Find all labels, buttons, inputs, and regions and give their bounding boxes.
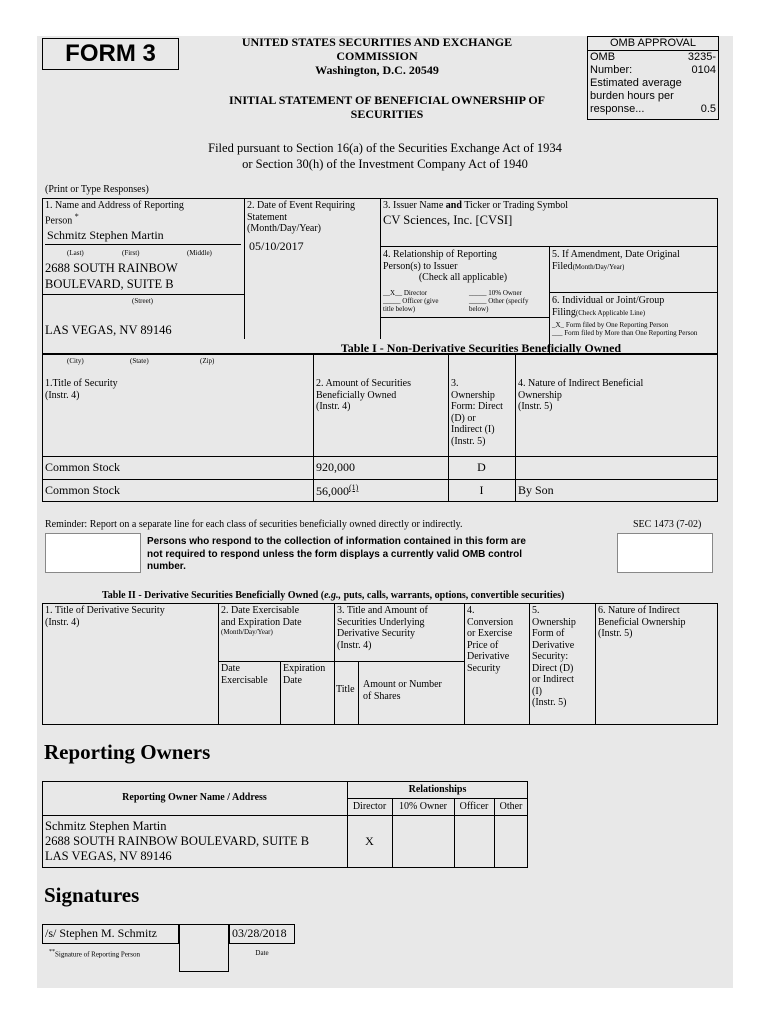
filed-pursuant: Filed pursuant to Section 16(a) of the Securities Exchange Act of 1934 or Section 30(h) of the Investment Company Act of 1940 bbox=[208, 141, 562, 171]
city-labels: (City) (State) (Zip) bbox=[67, 357, 215, 365]
director-check[interactable]: X bbox=[390, 289, 396, 297]
table2-col2b-header: Expiration Date bbox=[283, 663, 326, 686]
table2-col3b-header: Amount or Number of Shares bbox=[363, 679, 442, 702]
date-label: Date bbox=[255, 949, 269, 957]
officer-header: Officer bbox=[459, 801, 489, 812]
director-header: Director bbox=[352, 801, 387, 812]
security-title: Common Stock bbox=[45, 483, 121, 497]
table-row bbox=[45, 460, 120, 475]
filing-options: _X_ Form filed by One Reporting Person ___ Form filed by More than One Reporting Person bbox=[552, 321, 698, 338]
ownership-nature: By Son bbox=[518, 483, 554, 497]
omb-notice: Persons who respond to the collection of information contained in this form are not required to respond unless the form displays a currently valid OMB control number. bbox=[147, 536, 526, 572]
table2-col3-header: 3. Title and Amount of Securities Underlying Derivative Security (Instr. 4) bbox=[337, 605, 428, 651]
reminder-right-box bbox=[617, 533, 713, 573]
street-label: (Street) bbox=[132, 297, 153, 305]
omb-approval-box: OMB APPROVAL OMB 3235- Number: 0104 Estimated average burden hours per response... 0.5 bbox=[587, 36, 719, 120]
omb-title: OMB APPROVAL bbox=[588, 37, 718, 51]
event-date: 05/10/2017 bbox=[249, 239, 304, 253]
security-title: Common Stock bbox=[45, 460, 121, 474]
signature-label: **Signature of Reporting Person bbox=[49, 949, 140, 959]
table1-col3-header: 3. Ownership Form: Direct (D) or Indirect (I) (Instr. 5) bbox=[451, 378, 503, 447]
table1-col2-header: 2. Amount of Securities Beneficially Owned (Instr. 4) bbox=[316, 378, 411, 412]
footnote-link[interactable]: (1) bbox=[349, 483, 359, 492]
print-note: (Print or Type Responses) bbox=[45, 184, 149, 195]
table2-col6-header: 6. Nature of Indirect Beneficial Ownership (Instr. 5) bbox=[598, 605, 686, 639]
omb-burden-value: 0.5 bbox=[700, 103, 716, 115]
reporting-owners-heading: Reporting Owners bbox=[44, 740, 211, 764]
relationships-header: Relationships bbox=[408, 784, 467, 795]
issuer-name: CV Sciences, Inc. [CVSI] bbox=[383, 213, 513, 227]
box6-label: 6. Individual or Joint/Group Filing(Check Applicable Line) bbox=[552, 295, 665, 318]
table2-col5-header: 5. Ownership Form of Derivative Security: Direct (D) or Indirect (I) (Instr. 5) bbox=[532, 605, 576, 708]
ownership-form: D bbox=[477, 460, 486, 474]
name-parts-labels: (Last) (First) (Middle) bbox=[67, 249, 212, 257]
table2-col2a-header: Date Exercisable bbox=[221, 663, 268, 686]
signature: /s/ Stephen M. Schmitz bbox=[45, 926, 157, 940]
form-label: FORM 3 bbox=[42, 38, 179, 70]
signatures-heading: Signatures bbox=[44, 883, 140, 907]
table1-title: Table I - Non-Derivative Securities Beneficially Owned bbox=[340, 341, 622, 355]
other-header: Other bbox=[499, 801, 523, 812]
filing-option-one-check[interactable]: _X_ bbox=[552, 321, 565, 329]
relationship-checkboxes: __X__ Director _____ 10% Owner _____ Officer (give _____ Other (specify title below) below) bbox=[383, 289, 529, 314]
city-state-zip: LAS VEGAS, NV 89146 bbox=[45, 323, 172, 337]
owner-name-address: Schmitz Stephen Martin 2688 SOUTH RAINBOW BOULEVARD, SUITE B LAS VEGAS, NV 89146 bbox=[45, 819, 310, 863]
reminder-left-box bbox=[45, 533, 141, 573]
filing-option-group-check[interactable]: ___ bbox=[552, 329, 563, 338]
reminder-text: Reminder: Report on a separate line for each class of securities beneficially owned directly or indirectly. bbox=[45, 519, 463, 530]
box1-label: 1. Name and Address of Reporting Person * bbox=[45, 200, 184, 226]
street-address: 2688 SOUTH RAINBOW BOULEVARD, SUITE B bbox=[45, 261, 178, 291]
form-page bbox=[37, 36, 733, 988]
owner-name-header: Reporting Owner Name / Address bbox=[122, 792, 267, 803]
ownership-form: I bbox=[479, 483, 484, 497]
signature-date: 03/28/2018 bbox=[232, 926, 287, 940]
statement-title: INITIAL STATEMENT OF BENEFICIAL OWNERSHIP OF SECURITIES bbox=[229, 93, 545, 121]
table2-col2-header: 2. Date Exercisable and Expiration Date (Month/Day/Year) bbox=[221, 605, 302, 636]
security-amount: 56,000$^{(1)}$ bbox=[316, 483, 359, 498]
agency-header: UNITED STATES SECURITIES AND EXCHANGE COMMISSION Washington, D.C. 20549 bbox=[241, 35, 513, 77]
box3-label: 3. Issuer Name and Ticker or Trading Symbol bbox=[383, 200, 569, 211]
box5-label: 5. If Amendment, Date Original Filed(Month/Day/Year) bbox=[552, 249, 680, 272]
table1-col4-header: 4. Nature of Indirect Beneficial Ownership (Instr. 5) bbox=[518, 378, 644, 412]
sec-number: SEC 1473 (7-02) bbox=[633, 519, 702, 530]
director-mark: X bbox=[365, 834, 374, 848]
ten-pct-owner-header: 10% Owner bbox=[398, 801, 448, 812]
reporting-person-name: Schmitz Stephen Martin bbox=[47, 228, 164, 242]
table2-col1-header: 1. Title of Derivative Security (Instr. 4) bbox=[45, 605, 165, 628]
table2-col4-header: 4. Conversion or Exercise Price of Derivative Security bbox=[467, 605, 514, 674]
box2-label: 2. Date of Event Requiring Statement (Month/Day/Year) bbox=[247, 200, 356, 234]
table2-title: Table II - Derivative Securities Beneficially Owned (e.g., puts, calls, warrants, options, convertible securities) bbox=[102, 590, 565, 601]
security-amount: 920,000 bbox=[316, 460, 355, 474]
table2-col3a-header: Title bbox=[336, 684, 355, 695]
signature-spacer-box bbox=[179, 924, 229, 972]
box4-label: 4. Relationship of Reporting Person(s) to Issuer (Check all applicable) bbox=[383, 249, 508, 283]
table-row bbox=[45, 483, 120, 498]
omb-number-label: OMB bbox=[590, 51, 616, 63]
table1-col1-header: 1.Title of Security (Instr. 4) bbox=[45, 378, 118, 401]
